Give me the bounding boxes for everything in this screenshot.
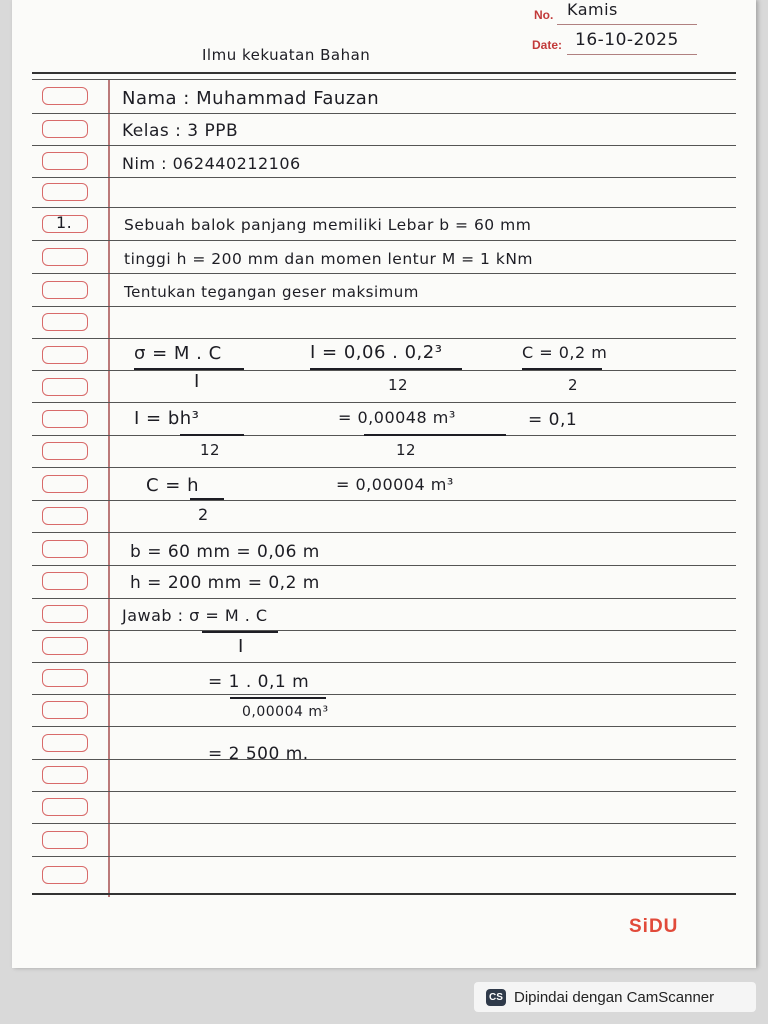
ruled-line [32, 532, 736, 533]
problem-number: 1. [56, 213, 73, 232]
ruled-line [32, 306, 736, 307]
fraction-bar [230, 697, 326, 699]
margin-box [42, 766, 88, 784]
ruled-line [32, 79, 736, 80]
margin-box [42, 669, 88, 687]
fraction-bar [522, 368, 602, 370]
sigma-formula-denominator: I [194, 371, 200, 392]
kelas-line: Kelas : 3 PPB [122, 121, 239, 141]
h-conversion: h = 200 mm = 0,2 m [130, 573, 320, 593]
inertia-formula-denominator: 12 [200, 441, 221, 459]
margin-box [42, 120, 88, 138]
notebook-page [12, 0, 756, 968]
ruled-line [32, 402, 736, 403]
fraction-bar [310, 368, 462, 370]
margin-box [42, 183, 88, 201]
fraction-bar [180, 434, 244, 436]
margin-box [42, 540, 88, 558]
margin-box [42, 475, 88, 493]
ruled-line [32, 370, 736, 371]
ruled-line [32, 856, 736, 857]
page-title: Ilmu kekuatan Bahan [202, 46, 371, 64]
margin-box [42, 734, 88, 752]
inertia-formula-numerator: I = bh³ [134, 408, 200, 429]
ruled-line [32, 177, 736, 178]
problem-line-3: Tentukan tegangan geser maksimum [124, 283, 419, 301]
ruled-line [32, 823, 736, 824]
top-rule [32, 72, 736, 74]
no-underline [557, 24, 697, 25]
bottom-rule [32, 893, 736, 895]
margin-box [42, 572, 88, 590]
date-underline [567, 54, 697, 55]
ruled-line [32, 791, 736, 792]
jawab-numerator: Jawab : σ = M . C [122, 606, 268, 625]
c-formula-denominator: 2 [198, 505, 209, 524]
margin-box [42, 378, 88, 396]
margin-box [42, 701, 88, 719]
fraction-bar [364, 434, 506, 436]
no-label: No. [534, 8, 554, 22]
margin-box [42, 442, 88, 460]
final-result: = 2 500 m. [208, 744, 309, 764]
inertia-calc-numerator: I = 0,06 . 0,2³ [310, 342, 443, 363]
sigma-formula-numerator: σ = M . C [134, 343, 222, 364]
ruled-line [32, 207, 736, 208]
ruled-line [32, 240, 736, 241]
margin-box [42, 410, 88, 428]
nim-line: Nim : 062440212106 [122, 154, 301, 173]
margin-box [42, 798, 88, 816]
b-conversion: b = 60 mm = 0,06 m [130, 542, 320, 562]
ruled-line [32, 630, 736, 631]
ruled-line [32, 113, 736, 114]
jawab-denominator: I [238, 636, 244, 657]
margin-box [42, 346, 88, 364]
fraction-bar [134, 368, 244, 370]
c-calc-numerator: C = 0,2 m [522, 343, 608, 362]
ruled-line [32, 338, 736, 339]
ruled-line [32, 759, 736, 760]
c-value: = 0,1 [528, 410, 578, 430]
margin-box [42, 281, 88, 299]
c-calc-denominator: 2 [568, 376, 579, 394]
sidu-logo: SiDU [629, 916, 679, 937]
ruled-line [32, 467, 736, 468]
margin-line [108, 79, 110, 897]
ruled-line [32, 662, 736, 663]
fraction-bar [190, 498, 224, 500]
problem-line-2: tinggi h = 200 mm dan momen lentur M = 1 kNm [124, 250, 534, 268]
inertia-calc-denominator: 12 [388, 376, 409, 394]
fraction-bar [202, 631, 278, 633]
no-value: Kamis [567, 0, 618, 19]
ruled-line [32, 565, 736, 566]
ruled-line [32, 500, 736, 501]
camscanner-watermark [474, 982, 756, 1012]
margin-box [42, 507, 88, 525]
ruled-line [32, 598, 736, 599]
ruled-line [32, 273, 736, 274]
margin-box [42, 313, 88, 331]
ruled-line [32, 145, 736, 146]
inertia-result: = 0,00004 m³ [336, 475, 454, 494]
ruled-line [32, 694, 736, 695]
date-value: 16-10-2025 [575, 30, 679, 50]
margin-box [42, 248, 88, 266]
inertia-value-numerator: = 0,00048 m³ [338, 408, 456, 427]
margin-box [42, 87, 88, 105]
camscanner-text: Dipindai dengan CamScanner [514, 988, 715, 1006]
nama-line: Nama : Muhammad Fauzan [122, 88, 380, 109]
problem-line-1: Sebuah balok panjang memiliki Lebar b = 60 mm [124, 216, 532, 234]
c-formula-numerator: C = h [146, 475, 200, 496]
substitution-denominator: 0,00004 m³ [242, 704, 329, 720]
margin-box [42, 637, 88, 655]
substitution-numerator: = 1 . 0,1 m [208, 672, 310, 692]
margin-box [42, 866, 88, 884]
date-label: Date: [532, 38, 563, 52]
margin-box [42, 831, 88, 849]
inertia-value-denominator: 12 [396, 441, 417, 459]
camscanner-icon: CS [486, 989, 506, 1006]
margin-box [42, 152, 88, 170]
ruled-line [32, 726, 736, 727]
margin-box [42, 605, 88, 623]
